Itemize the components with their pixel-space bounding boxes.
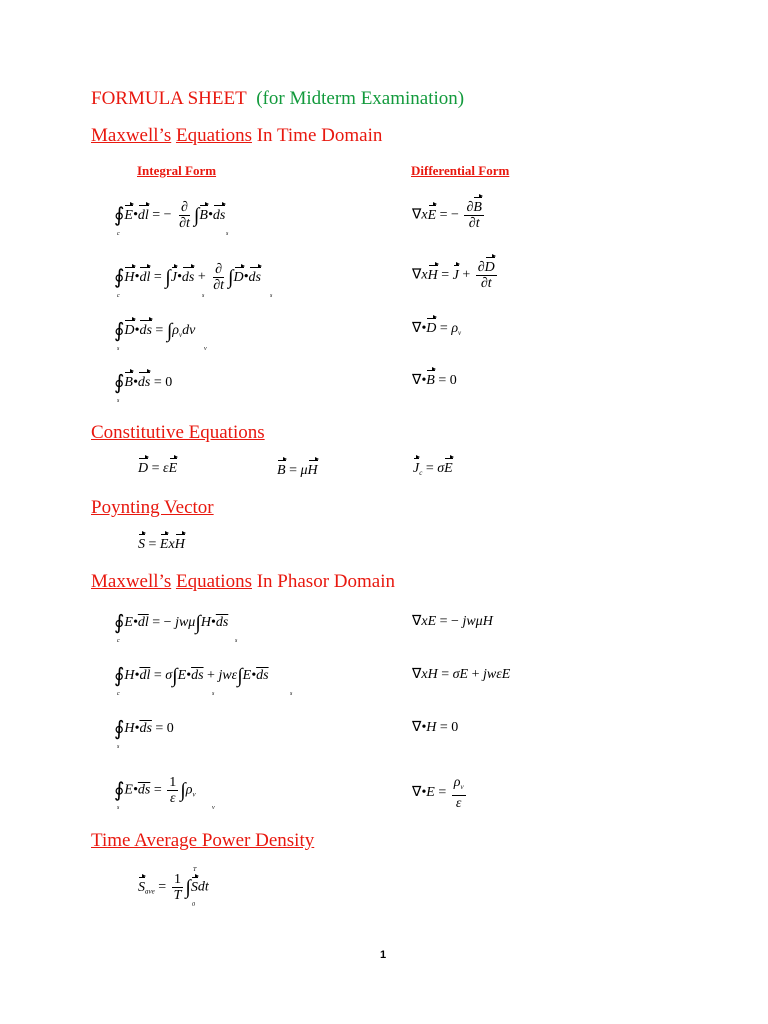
equation-phasor-gauss-electric-integral: $∮E•\overline{ds}$ = $\frac{1}{\varepsilon}$ $\int\rho_v$ s v [114,775,215,811]
equation-faraday-integral: ∮E•dl = − $\frac{\partial}{\partial t}$ ∫B•ds c s [114,200,229,237]
heading-time-average-power-density: Time Average Power Density [91,830,315,851]
column-heading-integral: Integral Form [137,163,217,178]
equation-phasor-gauss-magnetic-differential: ∇•H = 0 [412,720,459,735]
equation-phasor-ampere-differential: ∇xH = σE + jwεE [412,667,511,682]
equation-jc-sigma-e: $J_c = \sigma E$ [413,461,453,477]
equation-gauss-magnetic-differential: ∇•B = 0 [412,373,457,388]
page-number: 1 [380,949,387,961]
equation-ampere-integral: ∮H•dl = ∫J•ds + $\frac{\partial}{\partial t}$ ∫D•ds c s s [114,262,273,299]
equation-ampere-differential: ∇xH = J + $\frac{\partial D}{\partial t}$ [412,260,495,291]
heading-part: Maxwell’s [91,125,172,146]
equation-faraday-differential: ∇xE = − $\frac{\partial B}{\partial t}$ [412,200,482,231]
equation-phasor-faraday-differential: ∇xE = − jwμH [412,614,493,629]
equation-poynting: S = ExH [138,537,185,552]
equation-gauss-electric-integral: ∮D•ds = $\int\rho_vdv$ s v [114,320,207,352]
title-main: FORMULA SHEET [91,88,247,109]
page-title [91,88,464,110]
heading-part: Equations [175,125,252,146]
equation-phasor-gauss-electric-differential: ∇•E = $\frac{\rho_v}{\varepsilon}$ [412,775,464,811]
equation-gauss-magnetic-integral: ∮B•ds = 0 s [114,372,173,404]
heading-part: In Phasor Domain [256,571,395,592]
equation-phasor-ampere-integral: $∮H•\overline{dl}$ = $\sigma\int E•\overline{ds}$ + $jw\varepsilon\int E•\overline{ds}$ c s s [114,665,293,697]
equation-gauss-electric-differential: ∇•D = $\rho_v$ [412,321,462,337]
heading-part: In Time Domain [256,125,383,146]
heading-maxwell-time-domain [91,125,382,147]
heading-poynting-vector: Poynting Vector [91,497,214,518]
title-subtitle: (for Midterm Examination) [256,88,465,109]
equation-phasor-gauss-magnetic-integral: $∮H•\overline{ds} = 0$ s [114,718,174,750]
heading-maxwell-phasor-domain [91,571,395,593]
equation-d-eps-e: D = εE [138,461,178,476]
equation-phasor-faraday-integral: $∮E•\overline{dl}$ = − $jw\mu\int H•\overline{ds}$ c s [114,612,238,644]
equation-time-average-power: $S_{ave}$ = $\frac{1}{T}$ ∫Sdt T 0 [138,867,209,908]
heading-part: Maxwell’s [91,571,172,592]
column-heading-differential: Differential Form [411,163,510,178]
equation-b-mu-h: B = μH [277,463,318,478]
heading-part: Equations [175,571,252,592]
heading-constitutive-equations: Constitutive Equations [91,422,265,443]
